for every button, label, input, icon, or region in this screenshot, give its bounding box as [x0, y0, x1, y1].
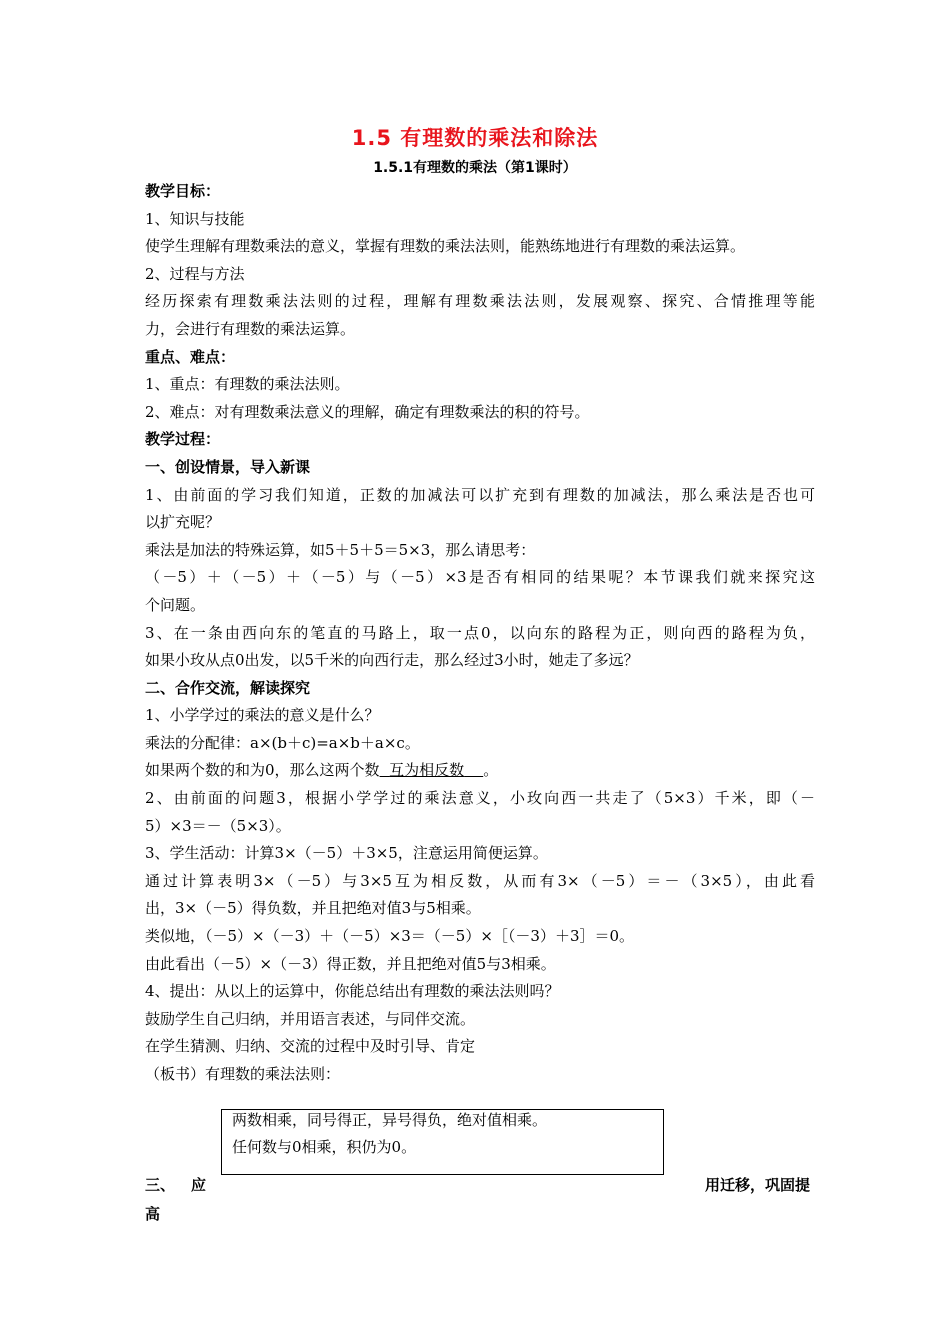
paragraph-line: 力，会进行有理数的乘法运算。: [145, 319, 356, 338]
paragraph-line: 乘法是加法的特殊运算，如5＋5＋5＝5×3，那么请思考：: [145, 540, 536, 559]
rule-line: 两数相乘，同号得正，异号得负，绝对值相乘。: [232, 1111, 548, 1129]
paragraph-line: 类似地，（－5）×（－3）＋（－5）×3＝（－5）×［（－3）＋3］＝0。: [145, 927, 635, 946]
paragraph-line: 鼓励学生自己归纳，并用语言表述，与同伴交流。: [145, 1009, 476, 1028]
paragraph-line: 2、过程与方法: [145, 264, 245, 283]
paragraph-line: 3、学生活动：计算3×（－5）＋3×5，注意运用简便运算。: [145, 844, 548, 863]
paragraph-line: 5）×3＝－（5×3）。: [145, 816, 291, 835]
paragraph-line: 2、由前面的问题3，根据小学学过的乘法意义，小玫向西一共走了（5×3）千米，即（－: [145, 789, 815, 808]
paragraph-line: 1、重点：有理数的乘法法则。: [145, 375, 350, 394]
paragraph-line: 2、难点：对有理数乘法意义的理解，确定有理数乘法的积的符号。: [145, 402, 590, 421]
section-3-heading-cont: 高: [145, 1205, 161, 1223]
section-3-heading: [145, 1171, 810, 1199]
section-3-part: 用迁移，巩固提: [704, 1176, 810, 1194]
paragraph-line-with-blank: [145, 757, 815, 785]
paragraph-line: （板书）有理数的乘法法则：: [145, 1065, 341, 1083]
heading-key-points: 重点、难点：: [145, 347, 236, 366]
rule-line: 任何数与0相乘，积仍为0。: [232, 1138, 417, 1156]
paragraph-line: 乘法的分配律：a×(b＋c)=a×b＋a×c。: [145, 733, 420, 752]
paragraph-line: 使学生理解有理数乘法的意义，掌握有理数的乘法法则，能熟练地进行有理数的乘法运算。: [145, 237, 746, 256]
paragraph-line: 个问题。: [145, 595, 206, 614]
section-1-heading: 一、创设情景，导入新课: [145, 457, 311, 476]
paragraph-line: 以扩充呢？: [145, 513, 221, 532]
blank-answer-text: 互为相反数: [389, 761, 465, 780]
paragraph-line: 由此看出（－5）×（－3）得正数，并且把绝对值5与3相乘。: [145, 954, 556, 973]
blank-prefix: 如果两个数的和为0，那么这两个数: [145, 761, 380, 780]
paragraph-line: 4、提出：从以上的运算中，你能总结出有理数的乘法法则吗？: [145, 982, 560, 1001]
multiplication-rule-box: [221, 1109, 664, 1175]
section-3-part: 三、: [145, 1176, 176, 1194]
paragraph-line: 在学生猜测、归纳、交流的过程中及时引导、肯定: [145, 1037, 476, 1056]
page-subtitle: 1.5.1有理数的乘法（第1课时）: [373, 160, 577, 176]
paragraph-line: 1、知识与技能: [145, 209, 245, 228]
section-2-heading: 二、合作交流，解读探究: [145, 678, 311, 697]
paragraph-line: （－5）＋（－5）＋（－5）与（－5）×3是否有相同的结果呢？本节课我们就来探究这: [145, 568, 815, 587]
blank-answer: [380, 761, 484, 779]
paragraph-line: 1、小学学过的乘法的意义是什么？: [145, 706, 380, 725]
blank-suffix: 。: [483, 761, 499, 780]
heading-process: 教学过程：: [145, 430, 221, 449]
document-body: [145, 178, 815, 1089]
paragraph-line: 3、在一条由西向东的笔直的马路上，取一点0，以向东的路程为正，则向西的路程为负，: [145, 623, 815, 642]
heading-objectives: 教学目标：: [145, 182, 221, 200]
page-title: 1.5 有理数的乘法和除法: [351, 126, 599, 150]
paragraph-line: 如果小玫从点0出发，以5千米的向西行走，那么经过3小时，她走了多远？: [145, 651, 639, 670]
paragraph-line: 出，3×（－5）得负数，并且把绝对值3与5相乘。: [145, 899, 481, 918]
paragraph-line: 经历探索有理数乘法法则的过程，理解有理数乘法法则，发展观察、探究、合情推理等能: [145, 292, 815, 311]
paragraph-line: 1、由前面的学习我们知道，正数的加减法可以扩充到有理数的加减法，那么乘法是否也可: [145, 485, 815, 504]
section-3-part: 应: [191, 1176, 207, 1194]
paragraph-line: 通过计算表明3×（－5）与3×5互为相反数，从而有3×（－5）＝－（3×5），由此看: [145, 871, 815, 890]
